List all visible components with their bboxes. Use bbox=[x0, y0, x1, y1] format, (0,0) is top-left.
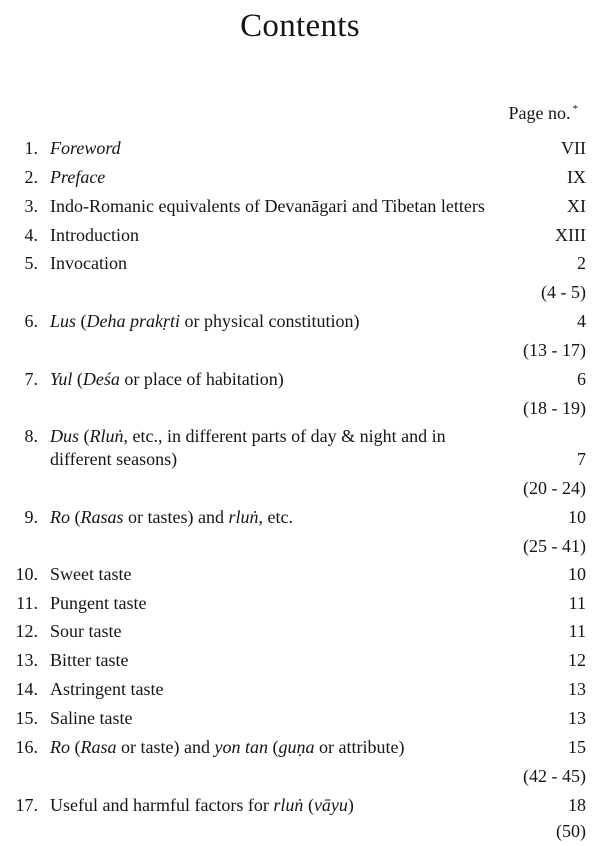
entry-number: 10. bbox=[15, 564, 38, 584]
page-no-header bbox=[509, 103, 579, 124]
entry-page: 10 bbox=[568, 564, 586, 584]
entry-page: 2 bbox=[577, 253, 586, 273]
entry-number: 2. bbox=[24, 167, 38, 187]
entry-title: Useful and harmful factors for rluṅ (vāyu) bbox=[50, 795, 354, 815]
entry-title: Indo-Romanic equivalents of Devanāgari and Tibetan letters bbox=[50, 196, 485, 216]
entry-page-range: (42 - 45) bbox=[523, 766, 586, 786]
entry-page: 11 bbox=[568, 593, 586, 613]
entry-title: Foreword bbox=[50, 138, 121, 158]
entry-title: Pungent taste bbox=[50, 593, 147, 613]
entry-number: 12. bbox=[15, 621, 38, 641]
entry-title: Saline taste bbox=[50, 708, 133, 728]
entry-title: Ro (Rasa or taste) and yon tan (guṇa or attribute) bbox=[50, 737, 405, 757]
entry-number: 3. bbox=[24, 196, 38, 216]
entry-number: 11. bbox=[16, 593, 38, 613]
entry-number: 15. bbox=[15, 708, 38, 728]
entry-number: 8. bbox=[24, 426, 38, 446]
entry-number: 7. bbox=[24, 369, 38, 389]
entry-page: 11 bbox=[568, 621, 586, 641]
entry-page: 15 bbox=[568, 737, 586, 757]
entry-page-range: (4 - 5) bbox=[541, 282, 586, 302]
entry-page: XIII bbox=[555, 225, 586, 245]
entry-page: 10 bbox=[568, 507, 586, 527]
entry-title: Astringent taste bbox=[50, 679, 164, 699]
entry-title: Bitter taste bbox=[50, 650, 129, 670]
entry-number: 9. bbox=[24, 507, 38, 527]
entry-page-range: (50) bbox=[556, 821, 586, 841]
entry-page-range: (25 - 41) bbox=[523, 536, 586, 556]
entry-number: 6. bbox=[24, 311, 38, 331]
entry-number: 17. bbox=[15, 795, 38, 815]
entry-page-range: (13 - 17) bbox=[523, 340, 586, 360]
entry-page: 7 bbox=[577, 449, 586, 469]
entry-number: 16. bbox=[15, 737, 38, 757]
entry-page: 18 bbox=[568, 795, 586, 815]
entry-page: VII bbox=[561, 138, 586, 158]
entry-number: 14. bbox=[15, 679, 38, 699]
entry-title: Introduction bbox=[50, 225, 139, 245]
entry-title: Sweet taste bbox=[50, 564, 132, 584]
entry-title: Lus (Deha prakṛti or physical constitution) bbox=[50, 311, 360, 331]
page-title: Contents bbox=[240, 8, 360, 44]
entry-title: Yul (Deśa or place of habitation) bbox=[50, 369, 284, 389]
entry-page: 13 bbox=[568, 708, 586, 728]
entry-page: 13 bbox=[568, 679, 586, 699]
entry-number: 13. bbox=[15, 650, 38, 670]
entry-page: 4 bbox=[577, 311, 586, 331]
page-no-label: Page no. bbox=[508, 103, 571, 123]
entry-page: 6 bbox=[577, 369, 586, 389]
entry-page: XI bbox=[567, 196, 586, 216]
entry-title: Ro (Rasas or tastes) and rluṅ, etc. bbox=[50, 507, 293, 527]
entry-number: 4. bbox=[24, 225, 38, 245]
page-no-asterisk: * bbox=[572, 103, 578, 115]
entry-number: 1. bbox=[24, 138, 38, 158]
entry-number: 5. bbox=[24, 253, 38, 273]
entry-page: IX bbox=[567, 167, 586, 187]
toc-entry bbox=[0, 425, 600, 471]
entry-title: Invocation bbox=[50, 253, 127, 273]
entry-page: 12 bbox=[568, 650, 586, 670]
entry-title: Preface bbox=[50, 167, 106, 187]
entry-page-range: (18 - 19) bbox=[523, 398, 586, 418]
entry-page-range: (20 - 24) bbox=[523, 478, 586, 498]
entry-title: Dus (Rluṅ, etc., in different parts of day & night and in different seasons) bbox=[50, 426, 446, 469]
entry-title: Sour taste bbox=[50, 621, 122, 641]
